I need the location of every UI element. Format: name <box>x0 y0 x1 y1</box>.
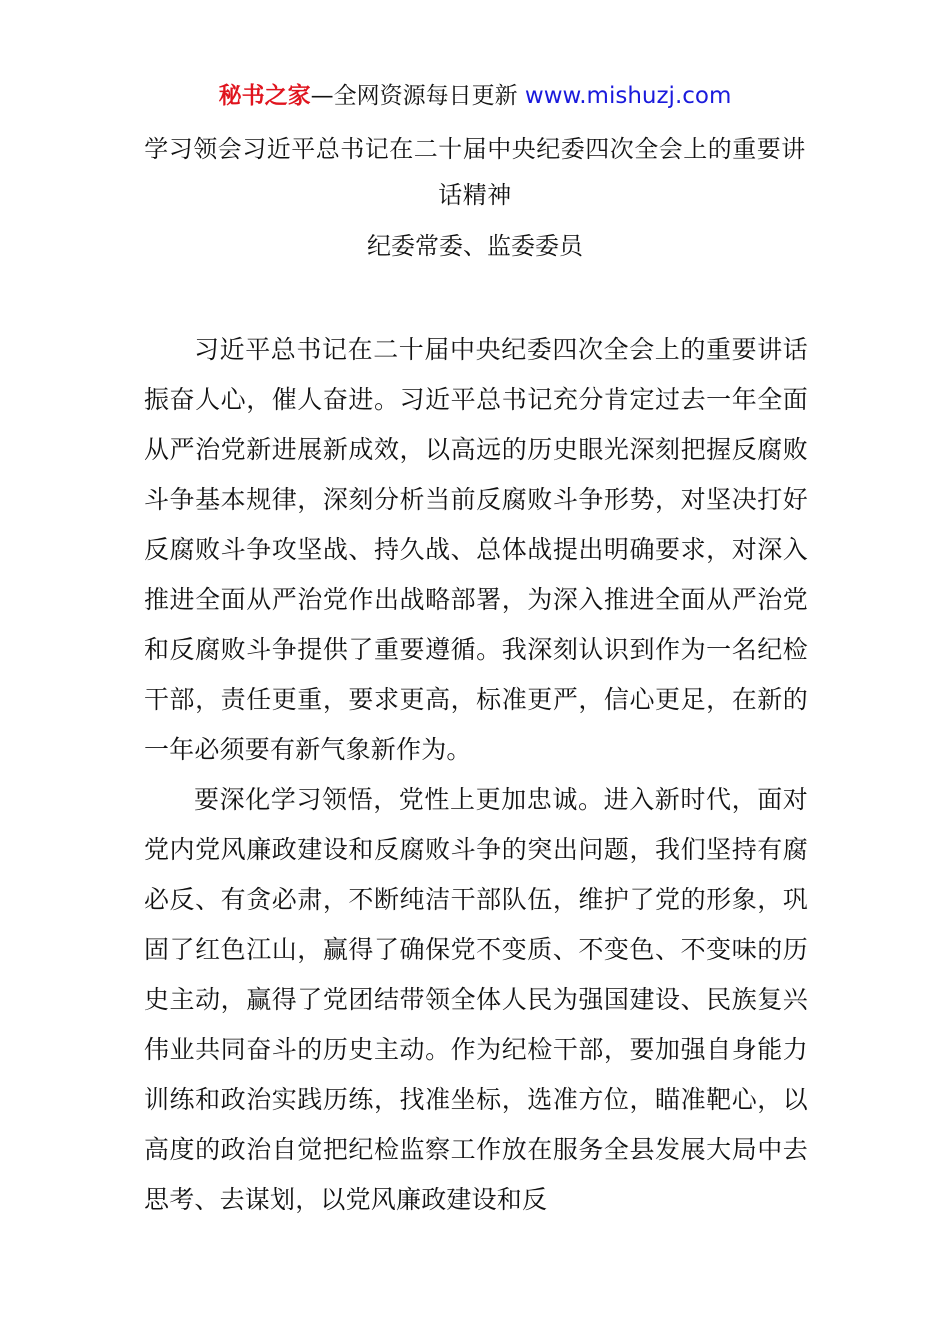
document-author: 纪委常委、监委委员 <box>367 232 583 260</box>
body-paragraph: 习近平总书记在二十届中央纪委四次全会上的重要讲话振奋人心，催人奋进。习近平总书记充分肯定过去一年全面从严治党新进展新成效，以高远的历史眼光深刻把握反腐败斗争基本规律，深刻分析当前反腐败斗争形势，对坚决打好反腐败斗争攻坚战、持久战、总体战提出明确要求，对深入推进全面从严治党作出战略部署，为深入推进全面从严治党和反腐败斗争提供了重要遵循。我深刻认识到作为一名纪检干部，责任更重，要求更高，标准更严，信心更足，在新的一年必须要有新气象新作为。 <box>144 335 808 764</box>
site-header <box>0 78 950 114</box>
site-url-link[interactable]: www.mishuzj.com <box>524 83 732 109</box>
brand-name: 秘书之家 <box>218 83 311 109</box>
document-body <box>144 325 808 1225</box>
document-title: 学习领会习近平总书记在二十届中央纪委四次全会上的重要讲话精神 <box>144 135 806 209</box>
body-paragraph: 要深化学习领悟，党性上更加忠诚。进入新时代，面对党内党风廉政建设和反腐败斗争的突出问题，我们坚持有腐必反、有贪必肃，不断纯洁干部队伍，维护了党的形象，巩固了红色江山，赢得了确保党不变质、不变色、不变味的历史主动，赢得了党团结带领全体人民为强国建设、民族复兴伟业共同奋斗的历史主动。作为纪检干部，要加强自身能力训练和政治实践历练，找准坐标，选准方位，瞄准靶心，以高度的政治自觉把纪检监察工作放在服务全县发展大局中去思考、去谋划，以党风廉政建设和反 <box>144 785 808 1214</box>
header-tagline: —全网资源每日更新 <box>310 83 525 109</box>
